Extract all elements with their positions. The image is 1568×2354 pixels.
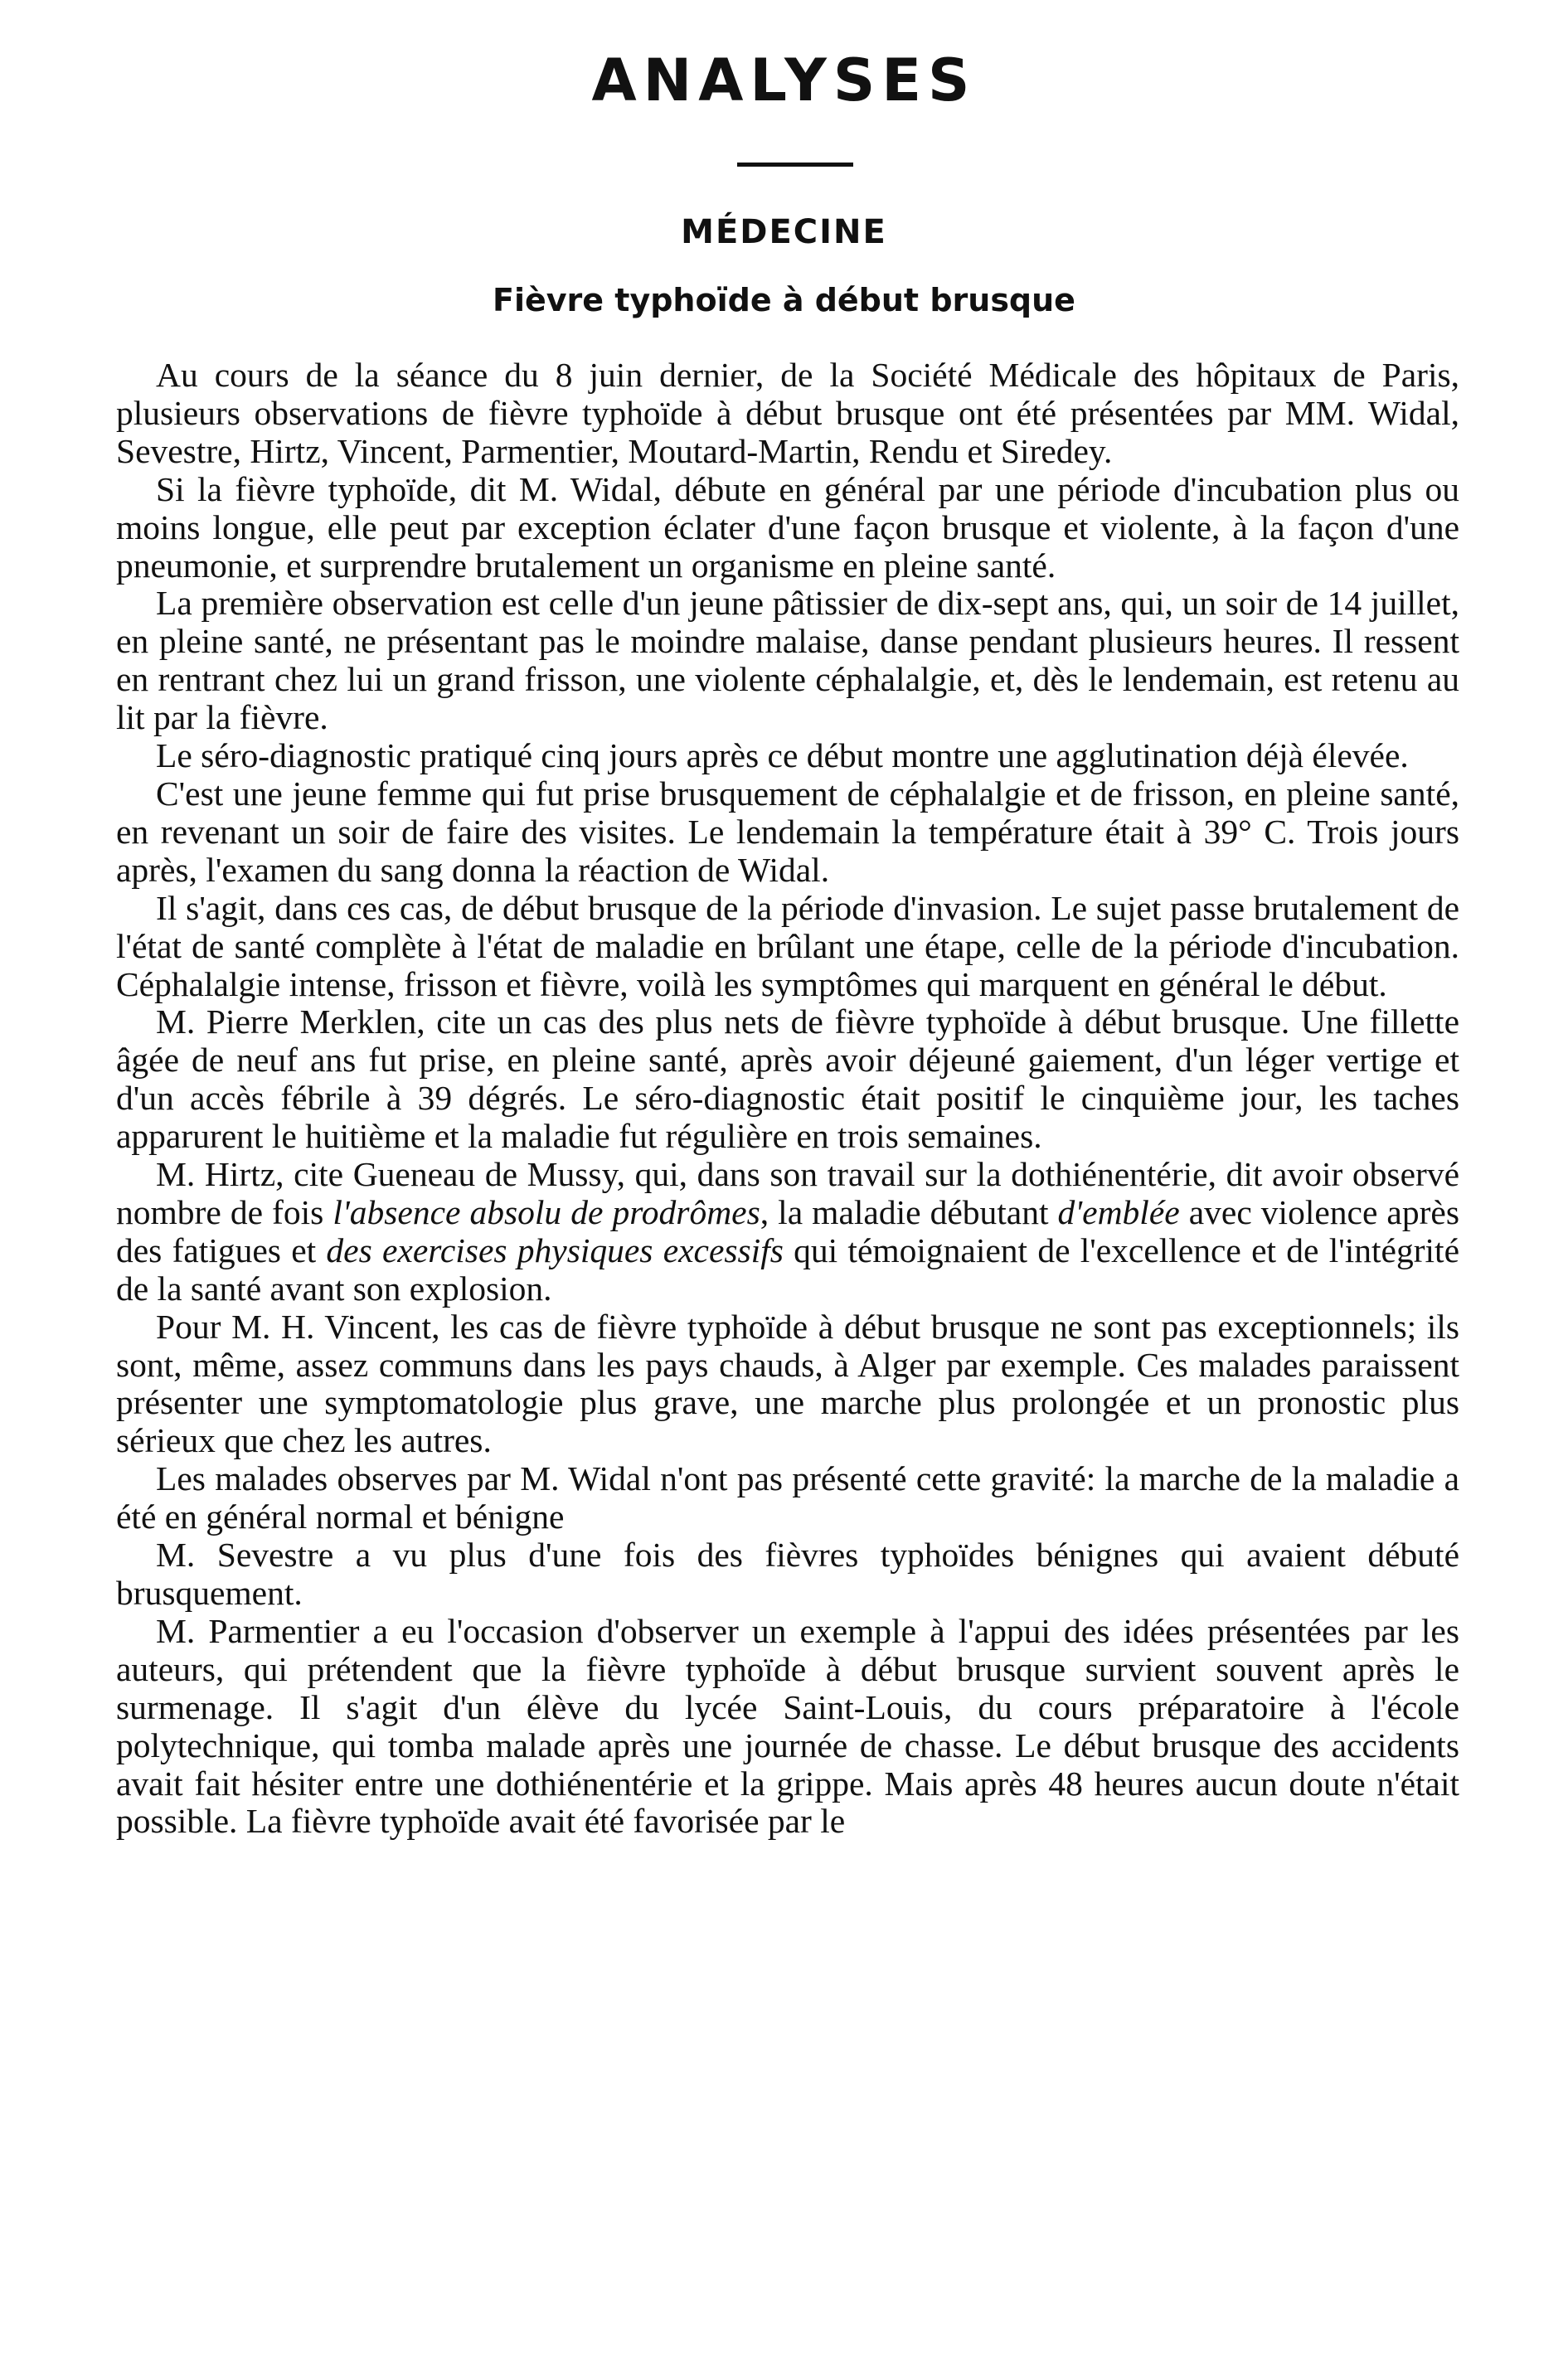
page-title: ANALYSES: [591, 46, 977, 114]
body-paragraph: [116, 1156, 1459, 1308]
paragraph-text: Le séro-diagnostic pratiqué cinq jours après ce début montre une agglutination déjà élevée.: [156, 736, 1409, 775]
italic-text: d'emblée: [1057, 1192, 1180, 1231]
paragraph-text: Si la fièvre typhoïde, dit M. Widal, débute en général par une période d'incubation plus ou moins longue, elle peut par exception éclater d'une façon brusque et violente, à la façon d'une pneumonie, et surprendre brutalement un organisme en pleine santé.: [116, 469, 1459, 585]
title-divider: [737, 163, 853, 167]
paragraph-text: , la maladie débutant: [760, 1192, 1058, 1231]
body-paragraph: [116, 1003, 1459, 1156]
body-paragraph: [116, 775, 1459, 890]
body-paragraph: [116, 1536, 1459, 1613]
body-paragraph: [116, 1460, 1459, 1536]
paragraph-text: Pour M. H. Vincent, les cas de fièvre typhoïde à début brusque ne sont pas exceptionnels; ils sont, même, assez communs dans les pays chauds, à Alger par exemple. Ces malades paraissent présenter une symptomatologie plus grave, une marche plus prolongée et un pronostic plus sérieux que chez les autres.: [116, 1307, 1459, 1460]
paragraph-text: M. Sevestre a vu plus d'une fois des fièvres typhoïdes bénignes qui avaient débuté brusquement.: [116, 1536, 1459, 1612]
paragraph-text: C'est une jeune femme qui fut prise brusquement de céphalalgie et de frisson, en pleine santé, en revenant un soir de faire des visites. Le lendemain la température était à 39° C. Trois jours après, l'examen du sang donna la réaction de Widal.: [116, 774, 1459, 889]
paragraph-text: Il s'agit, dans ces cas, de début brusque de la période d'invasion. Le sujet passe brutalement de l'état de santé complète à l'état de maladie en brûlant une étape, celle de la période d'incubation. Céphalalgie intense, frisson et fièvre, voilà les symptômes qui marquent en général le début.: [116, 888, 1459, 1003]
body-paragraph: [116, 357, 1459, 471]
paragraph-text: qui témoignaient de l'excellence et de l'intégrité de la santé avant son explosion.: [116, 1230, 1460, 1308]
body-paragraph: [116, 585, 1459, 737]
paragraph-text: M. Parmentier a eu l'occasion d'observer un exemple à l'appui des idées présentées par les auteurs, qui prétendent que la fièvre typhoïde à début brusque survient souvent après le surmenage. Il s'agit d'un élève du lycée Saint-Louis, du cours préparatoire à l'école polytechnique, qui tomba malade après une journée de chasse. Le début brusque des accidents avait fait hésiter entre une dothiénentérie et la grippe. Mais après 48 heures aucun doute n'était possible. La fièvre typhoïde avait été favorisée par le: [116, 1611, 1459, 1841]
paragraph-text: Les malades observes par M. Widal n'ont pas présenté cette gravité: la marche de la maladie a été en général normal et bénigne: [116, 1459, 1459, 1536]
paragraph-text: La première observation est celle d'un jeune pâtissier de dix-sept ans, qui, un soir de 14 juillet, en pleine santé, ne présentant pas le moindre malaise, danse pendant plusieurs heures. Il ressent en rentrant chez lui un grand frisson, une violente céphalalgie, et, dès le lendemain, est retenu au lit par la fièvre.: [116, 584, 1459, 737]
body-paragraph: [116, 890, 1459, 1004]
section-heading: MÉDECINE: [681, 213, 887, 251]
body-paragraph: [116, 1613, 1459, 1841]
article-body: [116, 357, 1459, 1841]
italic-text: l'absence absolu de prodrômes: [333, 1192, 760, 1231]
italic-text: des exercises physiques excessifs: [326, 1230, 784, 1269]
body-paragraph: [116, 1308, 1459, 1461]
body-paragraph: [116, 737, 1459, 775]
article-title: Fièvre typhoïde à début brusque: [493, 282, 1075, 318]
paragraph-text: M. Pierre Merklen, cite un cas des plus nets de fièvre typhoïde à début brusque. Une fillette âgée de neuf ans fut prise, en pleine santé, après avoir déjeuné gaiement, d'un léger vertige et d'un accès fébrile à 39 dégrés. Le séro-diagnostic était positif le cinquième jour, les taches apparurent le huitième et la maladie fut régulière en trois semaines.: [116, 1002, 1459, 1156]
paragraph-text: M. Hirtz, cite Gueneau de Mussy, qui, dans son travail sur la dothiénentérie, dit avoir observé nombre de fois: [116, 1155, 1459, 1231]
paragraph-text: avec violence après des fatigues et: [116, 1192, 1459, 1269]
paragraph-text: Au cours de la séance du 8 juin dernier, de la Société Médicale des hôpitaux de Paris, plusieurs observations de fièvre typhoïde à début brusque ont été présentées par MM. Widal, Sevestre, Hirtz, Vincent, Parmentier, Moutard-Martin, Rendu et Siredey.: [116, 356, 1459, 470]
body-paragraph: [116, 471, 1459, 585]
